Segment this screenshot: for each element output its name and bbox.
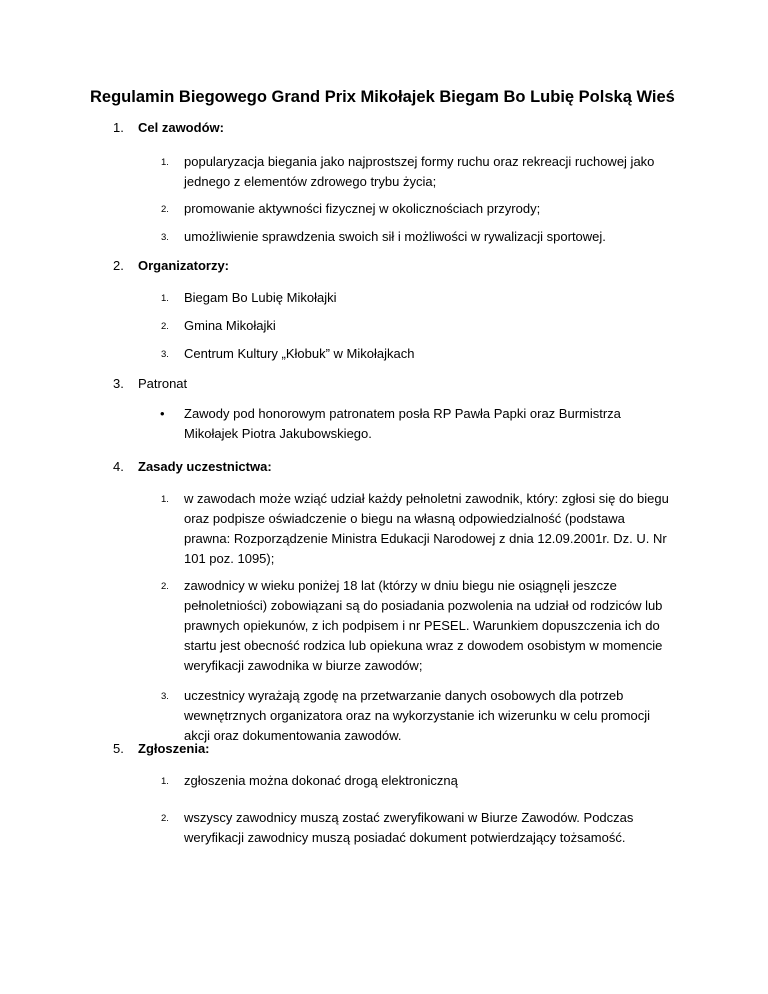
section-number: 3. — [113, 376, 124, 391]
section-heading: Patronat — [138, 376, 188, 391]
item-number: 3. — [161, 349, 169, 360]
section-heading: Zgłoszenia: — [138, 741, 210, 756]
item-text: uczestnicy wyrażają zgodę na przetwarzanie danych osobowych dla potrzeb wewnętrznych organizatora oraz na wykorzystanie ich wizerunku w celu promocji akcji oraz dokumentowania zawodów. — [184, 688, 651, 743]
section-number: 2. — [113, 258, 124, 273]
section-number: 1. — [113, 120, 124, 135]
item-number: 2. — [161, 813, 169, 824]
item-text: zgłoszenia można dokonać drogą elektroniczną — [184, 773, 458, 788]
item-text: Biegam Bo Lubię Mikołajki — [184, 290, 337, 305]
document-title: Regulamin Biegowego Grand Prix Mikołajek Biegam Bo Lubię Polską Wieś — [90, 88, 675, 106]
item-text: Centrum Kultury „Kłobuk” w Mikołajkach — [184, 346, 415, 361]
item-text: promowanie aktywności fizycznej w okolicznościach przyrody; — [184, 201, 541, 216]
item-number: 1. — [161, 776, 169, 787]
item-number: 3. — [161, 691, 169, 702]
section-number: 5. — [113, 741, 124, 756]
section-heading: Cel zawodów: — [138, 120, 224, 135]
item-text: popularyzacja biegania jako najprostszej formy ruchu oraz rekreacji ruchowej jako jednego z elementów zdrowego trybu życia; — [184, 154, 655, 189]
section-number: 4. — [113, 459, 124, 474]
item-number: 1. — [161, 293, 169, 304]
item-text: w zawodach może wziąć udział każdy pełnoletni zawodnik, który: zgłosi się do biegu oraz podpisze oświadczenie o biegu na własną odpowiedzialność (podstawa prawna: Rozporządzenie Ministra Edukacji Narodowej z dnia 12.09.2001r. Dz. U. Nr 101 poz. 1095); — [184, 491, 669, 566]
item-text: umożliwienie sprawdzenia swoich sił i możliwości w rywalizacji sportowej. — [184, 229, 606, 244]
item-number: 2. — [161, 581, 169, 592]
section-heading: Organizatorzy: — [138, 258, 230, 273]
bullet-icon: • — [160, 406, 165, 421]
item-text: zawodnicy w wieku poniżej 18 lat (którzy w dniu biegu nie osiągnęli jeszcze pełnoletniości) zobowiązani są do posiadania pozwolenia na udział od rodziców lub prawnych opiekunów, z ich podpisem i nr PESEL. Warunkiem dopuszczenia ich do startu jest obecność rodzica lub opiekuna wraz z dowodem osobistym w momencie weryfikacji zawodnika w biurze zawodów; — [184, 578, 663, 673]
item-number: 3. — [161, 232, 169, 243]
item-text: wszyscy zawodnicy muszą zostać zweryfikowani w Biurze Zawodów. Podczas weryfikacji zawodnicy muszą posiadać dokument potwierdzający tożsamość. — [184, 810, 634, 845]
item-number: 2. — [161, 204, 169, 215]
item-text: Zawody pod honorowym patronatem posła RP Pawła Papki oraz Burmistrza Mikołajek Piotra Jakubowskiego. — [184, 406, 621, 441]
section-heading: Zasady uczestnictwa: — [138, 459, 272, 474]
item-number: 1. — [161, 157, 169, 168]
item-number: 2. — [161, 321, 169, 332]
item-text: Gmina Mikołajki — [184, 318, 276, 333]
item-number: 1. — [161, 494, 169, 505]
